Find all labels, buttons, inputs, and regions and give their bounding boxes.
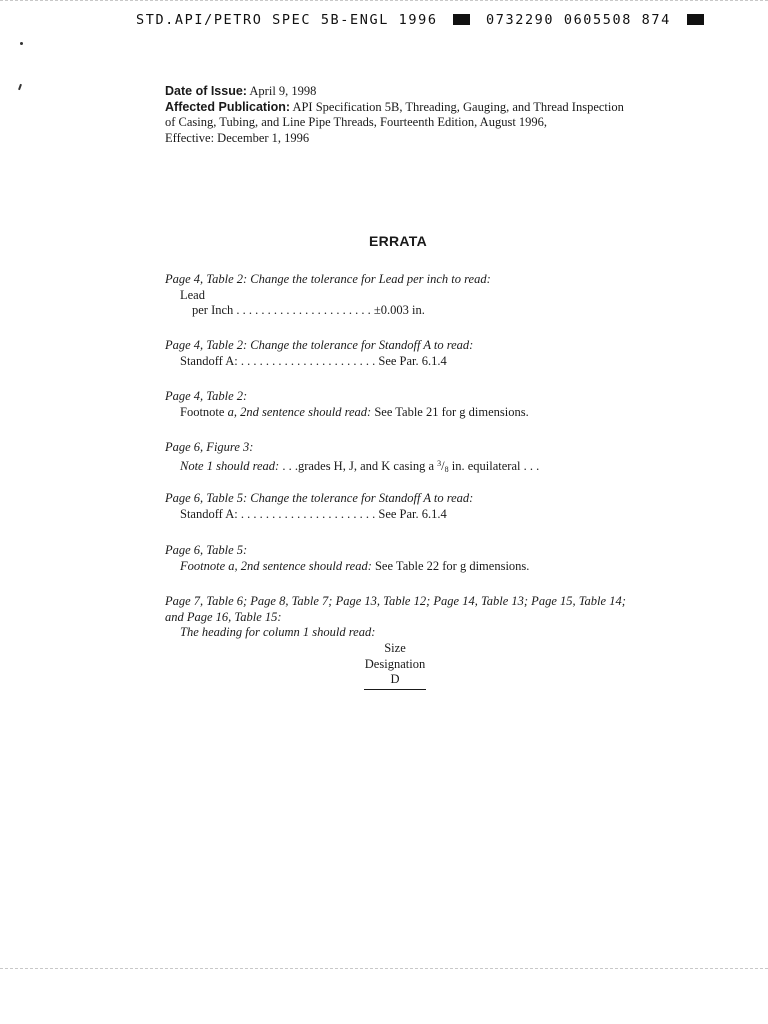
errata-entry — [165, 272, 665, 319]
entry-text-italic: Footnote a, 2nd sentence should read: — [180, 558, 372, 573]
scan-edge-bottom — [0, 968, 768, 971]
scan-mark — [20, 42, 23, 45]
entry-reference: Page 6, Figure 3: — [165, 440, 254, 454]
redaction-block — [453, 14, 470, 25]
entry-text: Lead — [180, 287, 205, 302]
heading-line: Size — [384, 641, 406, 655]
entry-reference: Page 4, Table 2: Change the tolerance for Standoff A to read: — [165, 338, 474, 352]
issue-date-line — [165, 84, 685, 100]
page-title: ERRATA — [368, 233, 428, 249]
errata-entry — [165, 543, 665, 574]
document-code: STD.API/PETRO SPEC 5B-ENGL 1996 — [136, 12, 438, 28]
fraction-denominator: 8 — [444, 464, 449, 474]
entry-text-rest: in. equilateral . . . — [448, 458, 540, 473]
errata-entry — [165, 440, 665, 477]
entry-reference: Page 4, Table 2: Change the tolerance for Lead per inch to read: — [165, 272, 491, 286]
scan-edge-top — [0, 0, 768, 5]
entry-text-plain: Footnote — [180, 404, 228, 419]
heading-underline — [364, 689, 426, 690]
affected-publication-label: Affected Publication: — [165, 99, 291, 114]
entry-text-rest: See Table 21 for g dimensions. — [371, 404, 529, 419]
issue-date-value: April 9, 1998 — [249, 84, 317, 98]
entry-reference: Page 7, Table 6; Page 8, Table 7; Page 13, Table 12; Page 14, Table 13; Page 15, Table 14; — [165, 594, 626, 608]
fraction-numerator: 3 — [437, 458, 442, 468]
heading-line: Designation — [364, 656, 426, 671]
entry-reference: Page 6, Table 5: — [165, 543, 248, 557]
redaction-block — [687, 14, 704, 25]
errata-entry — [165, 594, 685, 641]
entry-text-rest: See Table 22 for g dimensions. — [371, 558, 530, 573]
errata-entry — [165, 491, 665, 522]
affected-publication-cont: of Casing, Tubing, and Line Pipe Threads, Fourteenth Edition, August 1996, — [165, 115, 548, 129]
entry-text — [165, 405, 665, 421]
entry-reference-cont: and Page 16, Table 15: — [165, 609, 282, 624]
entry-text-italic: Note 1 should read: — [180, 458, 280, 473]
entry-text — [165, 559, 665, 575]
heading-line: D — [390, 672, 400, 686]
effective-date: Effective: December 1, 1996 — [165, 130, 310, 145]
entry-text: The heading for column 1 should read: — [180, 625, 376, 639]
document-id-header — [136, 12, 710, 28]
issue-info — [165, 84, 685, 146]
document-number: 0732290 0605508 874 — [486, 12, 671, 28]
entry-text-plain: . . .grades H, J, and K casing a — [279, 458, 438, 473]
issue-date-label: Date of Issue: — [165, 84, 247, 98]
entry-text: Standoff A: . . . . . . . . . . . . . . . . . . . . . . See Par. 6.1.4 — [180, 353, 447, 368]
entry-text: Note 1 should read: . . .grades H, J, and K casing a $^3$/8 in. equilateral . . . — [180, 458, 540, 474]
errata-entry — [165, 338, 665, 369]
entry-text-italic: a, 2nd sentence should read: — [227, 404, 372, 419]
affected-publication-value: API Specification 5B, Threading, Gauging, and Thread Inspection — [292, 99, 624, 114]
affected-publication-line — [165, 100, 685, 116]
entry-text: Standoff A: . . . . . . . . . . . . . . . . . . . . . . See Par. 6.1.4 — [180, 506, 447, 521]
column-heading-sample — [345, 641, 445, 690]
entry-text: per Inch . . . . . . . . . . . . . . . . . . . . . . ±0.003 in. — [192, 303, 425, 317]
errata-entry — [165, 389, 665, 420]
entry-reference: Page 6, Table 5: Change the tolerance for Standoff A to read: — [165, 491, 474, 505]
entry-reference: Page 4, Table 2: — [165, 389, 248, 403]
scan-mark — [18, 84, 22, 90]
